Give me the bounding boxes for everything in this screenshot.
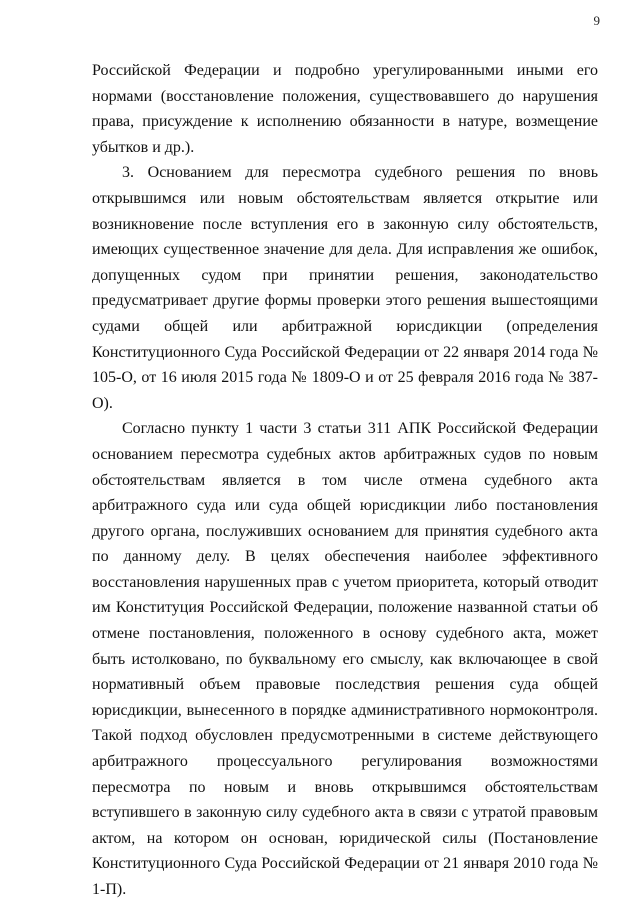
paragraph-grounds-for-review: 3. Основанием для пересмотра судебного решения по вновь открывшимся или новым обстоятельствам является открытие или возникновение после вступления его в законную силу обстоятельств, имеющих существенное значение для дела. Для исправления же ошибок, допущенных судом при принятии решения, законодательство предусматривает другие формы проверки этого решения вышестоящими судами общей или арбитражной юрисдикции (определения Конституционного Суда Российской Федерации от 22 января 2014 года № 105-О, от 16 июля 2015 года № 1809-О и от 25 февраля 2016 года № 387-О). bbox=[92, 164, 598, 412]
paragraph-continuation: Российской Федерации и подробно урегулированными иными его нормами (восстановление положения, существовавшего до нарушения права, присуждение к исполнению обязанности в натуре, возмещение убытков и др.). bbox=[92, 62, 598, 156]
document-body bbox=[92, 58, 598, 903]
paragraph-apk-article-311: Согласно пункту 1 части 3 статьи 311 АПК Российской Федерации основанием пересмотра судебных актов арбитражных судов по новым обстоятельствам является в том числе отмена судебного акта арбитражного суда или суда общей юрисдикции либо постановления другого органа, послуживших основанием для принятия судебного акта по данному делу. В целях обеспечения наиболее эффективного восстановления нарушенных прав с учетом приоритета, который отводит им Конституция Российской Федерации, положение названной статьи об отмене постановления, положенного в основу судебного акта, может быть истолковано, по буквальному его смыслу, как включающее в свой нормативный объем правовые последствия решения суда общей юрисдикции, вынесенного в порядке административного нормоконтроля. Такой подход обусловлен предусмотренными в системе действующего арбитражного процессуального регулирования возможностями пересмотра по новым и вновь открывшимся обстоятельствам вступившего в законную силу судебного акта в связи с утратой правовым актом, на котором он основан, юридической силы (Постановление Конституционного Суда Российской Федерации от 21 января 2010 года № 1-П). bbox=[92, 420, 598, 898]
page-number: 9 bbox=[593, 13, 600, 28]
